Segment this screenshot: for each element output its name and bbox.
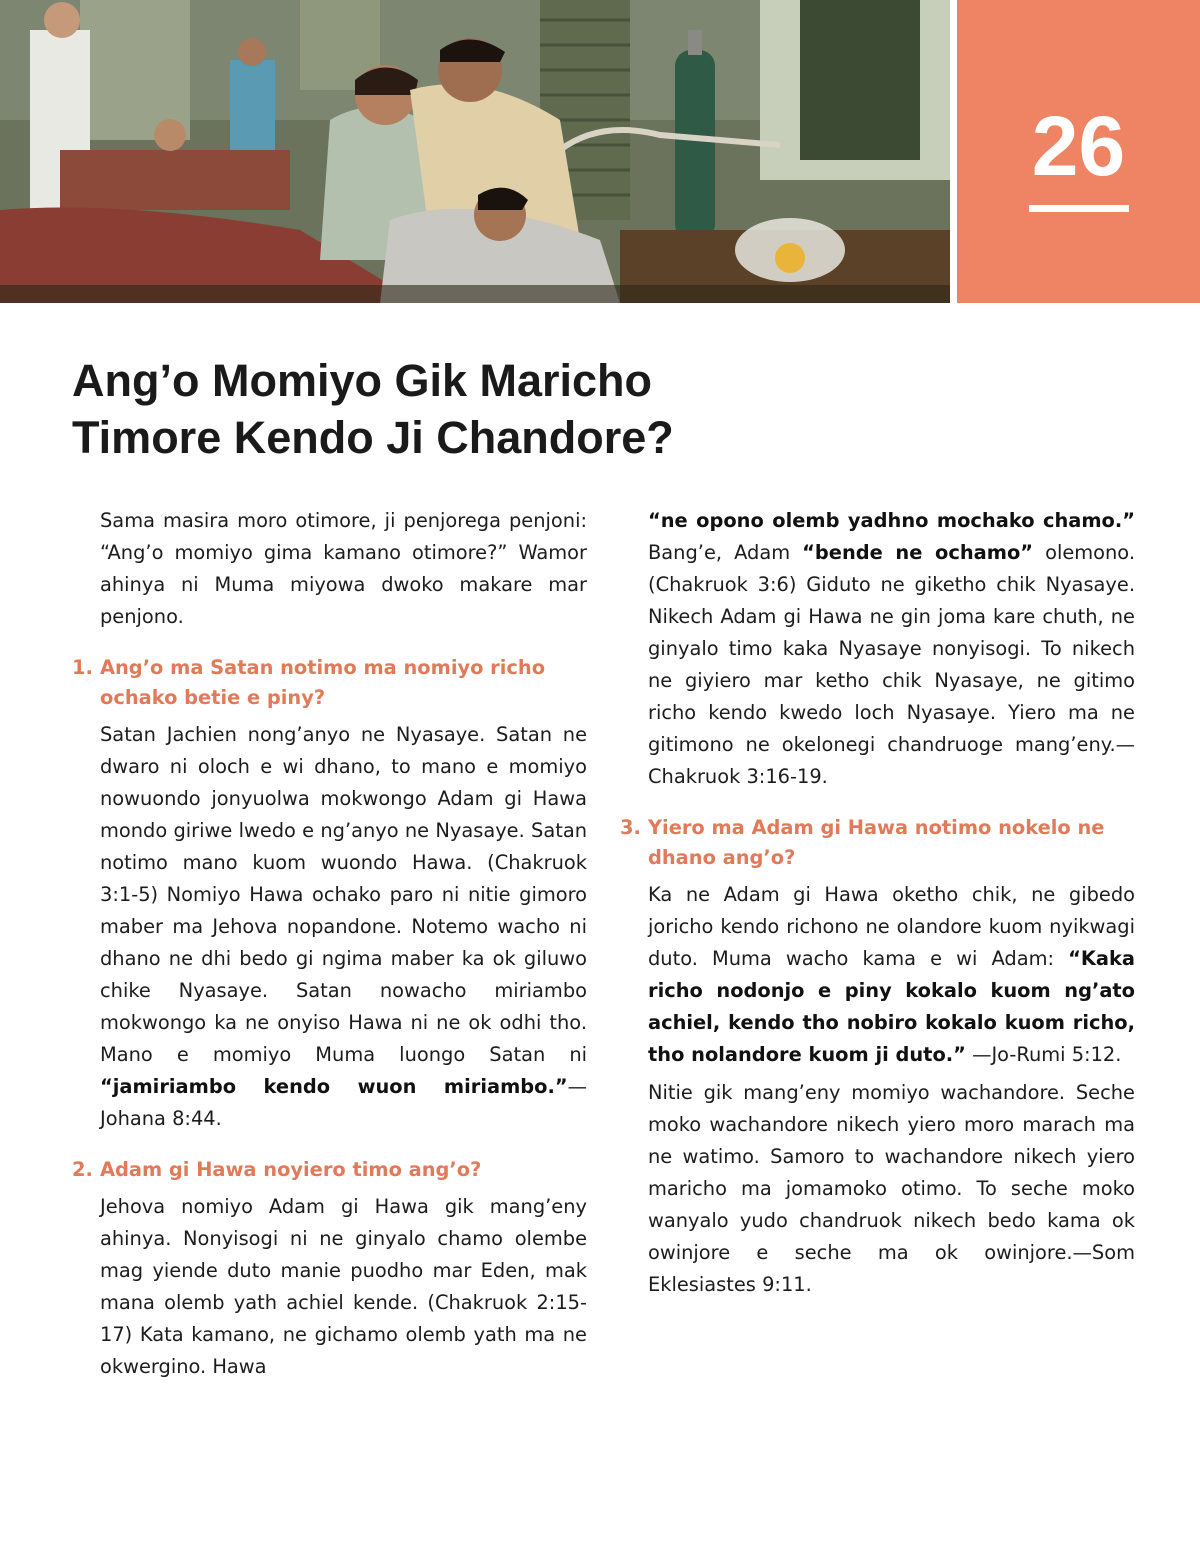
question-2-text: Adam gi Hawa noyiero timo ang’o? — [100, 1158, 482, 1181]
answer-3-paragraph — [648, 879, 1135, 1071]
question-1-number: 1. — [72, 656, 93, 679]
hero-photo — [0, 0, 950, 303]
question-3-number: 3. — [620, 816, 641, 839]
question-3-text: Yiero ma Adam gi Hawa notimo nokelo ne dhano ang’o? — [648, 816, 1105, 869]
question-2-number: 2. — [72, 1158, 93, 1181]
answer-3-quote: “Kaka richo nodonjo e piny kokalo kuom ng’ato achiel, kendo tho nobiro kokalo kuom richo, tho nolandore kuom ji duto.” — [648, 947, 1135, 1066]
answer-1-body: Satan Jachien nong’anyo ne Nyasaye. Satan ne dwaro ni oloch e wi dhano, to mano e momiyo nowuondo jonyuolwa mokwongo Adam gi Hawa mondo giriwe lwedo e ng’anyo ne Nyasaye. Satan notimo mano kuom wuondo Hawa. (Chakruok 3:1-5) Nomiyo Hawa ochako paro ni nitie gimoro maber ma Jehova nopandone. Notemo wacho ni dhano ne dhi bedo gi ngima maber ka ok giluwo chike Nyasaye. Satan nowacho miriambo mokwongo ka ne onyiso Hawa ni ne ok odhi tho. Mano e momiyo Muma luongo Satan ni — [100, 723, 587, 1066]
answer-1-paragraph — [100, 719, 587, 1135]
intro-paragraph: Sama masira moro otimore, ji penjorega penjoni: “Ang’o momiyo gima kamano otimore?” Wamor ahinya ni Muma miyowa dwoko makare mar penjono. — [100, 509, 587, 628]
answer-3-paragraph-2: Nitie gik mang’eny momiyo wachandore. Seche moko wachandore nikech yiero moro marach ma ne watimo. Samoro to wachandore nikech yiero maricho ma jomamoko otimo. To seche moko wanyalo yudo chandruok nikech bedo kama ok owinjore e seche ma ok owinjore.—Som Eklesiastes 9:11. — [648, 1081, 1135, 1296]
answer-2-rest: olemono. (Chakruok 3:6) Giduto ne giketho chik Nyasaye. Nikech Adam gi Hawa ne gin joma kare chuth, ne ginyalo timo kaka Nyasaye nonyisogi. To nikech ne giyiero mar ketho chik Nyasaye, ne gitimo richo kendo kwedo loch Nyasaye. Yiero ma ne gitimono ne okelonegi chandruoge mang’eny.—Chakruok 3:16-19. — [648, 541, 1135, 788]
chapter-underline — [1029, 205, 1129, 212]
answer-2-quote-2: “bende ne ochamo” — [802, 541, 1034, 564]
answer-2-quote-1: “ne opono olemb yadhno mochako chamo.” — [648, 509, 1135, 532]
answer-3-reference: —Jo-Rumi 5:12. — [972, 1043, 1122, 1066]
chapter-number: 26 — [1031, 99, 1126, 193]
question-3 — [620, 813, 1135, 873]
right-column — [620, 505, 1135, 1301]
answer-2-mid: Bang’e, Adam — [648, 541, 791, 564]
question-1-text: Ang’o ma Satan notimo ma nomiyo richo ochako betie e piny? — [100, 656, 546, 709]
title-line-1: Ang’o Momiyo Gik Maricho — [72, 355, 653, 406]
hospital-scene-photo — [0, 0, 950, 303]
chapter-badge — [957, 0, 1200, 303]
title-line-2: Timore Kendo Ji Chandore? — [72, 412, 674, 463]
page-title — [72, 352, 932, 466]
answer-3-body: Ka ne Adam gi Hawa oketho chik, ne gibedo joricho kendo richono ne olandore kuom nyikwagi duto. Muma wacho kama e wi Adam: — [648, 883, 1135, 970]
answer-1-quote: “jamiriambo kendo wuon miriambo.” — [100, 1075, 568, 1098]
question-1 — [72, 653, 587, 713]
answer-1-reference: —Johana 8:44. — [100, 1075, 587, 1130]
answer-2-paragraph: Jehova nomiyo Adam gi Hawa gik mang’eny ahinya. Nonyisogi ni ne ginyalo chamo olembe mag yiende duto manie puodho mar Eden, mak mana olemb yath achiel kende. (Chakruok 2:15-17) Kata kamano, ne gichamo olemb yath ma ne okwergino. Hawa — [100, 1195, 587, 1378]
answer-2-continued — [648, 505, 1135, 793]
question-2 — [72, 1155, 587, 1185]
left-column — [72, 505, 587, 1383]
